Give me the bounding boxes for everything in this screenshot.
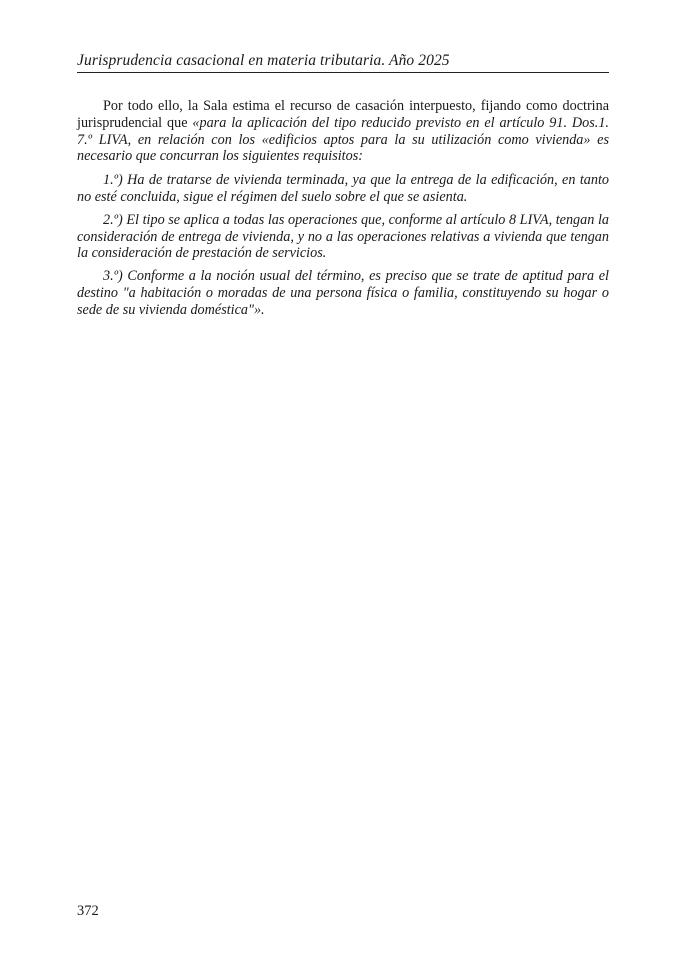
requirement-1: 1.º) Ha de tratarse de vivienda terminada, ya que la entrega de la edificación, en tanto no esté concluida, sigue el régimen del suelo sobre el que se asienta.: [77, 172, 609, 205]
header-title: Jurisprudencia casacional en materia tributaria. Año 2025: [77, 52, 450, 69]
doctrine-quote: «para la aplicación del tipo reducido previsto en el artículo 91. Dos.1. 7.º LIVA, en relación con los «edificios aptos para la su utilización como vivienda» es necesario que concurran los siguientes requisitos:: [77, 114, 609, 165]
intro-text: Por todo ello, la Sala estima el recurso de casación interpuesto, fijando como doctrina jurisprudencial que: [77, 98, 609, 131]
page-number: 372: [77, 903, 99, 919]
requirement-2: 2.º) El tipo se aplica a todas las operaciones que, conforme al artículo 8 LIVA, tengan la consideración de entrega de vivienda, y no a las operaciones relativas a vivienda que tengan la consideración de prestación de servicios.: [77, 211, 609, 262]
running-header: [77, 52, 609, 73]
intro-paragraph: [77, 98, 609, 165]
requirement-3: 3.º) Conforme a la noción usual del término, es preciso que se trate de aptitud para el destino "a habitación o moradas de una persona física o familia, constituyendo su hogar o sede de su vivienda doméstica"».: [77, 268, 609, 318]
document-body: [77, 98, 609, 325]
